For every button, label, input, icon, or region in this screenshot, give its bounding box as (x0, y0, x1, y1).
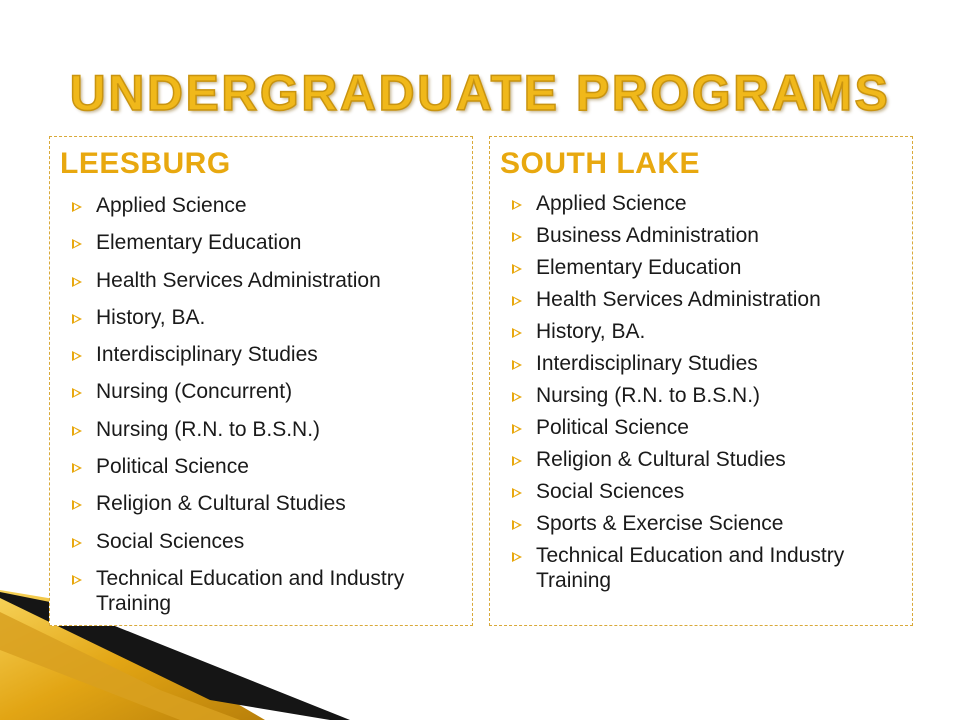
arrow-bullet-icon (72, 351, 82, 361)
program-label: Nursing (R.N. to B.S.N.) (96, 417, 321, 441)
arrow-bullet-icon (72, 426, 82, 436)
south-lake-panel (489, 136, 913, 626)
program-label: Religion & Cultural Studies (536, 448, 786, 471)
program-label: Applied Science (536, 192, 687, 215)
list-item (70, 379, 470, 404)
list-item (70, 491, 470, 516)
list-item (70, 454, 470, 479)
list-item (510, 511, 910, 536)
list-item (510, 415, 910, 440)
program-label: History, BA. (536, 320, 646, 343)
arrow-bullet-icon (512, 328, 522, 338)
list-item (70, 417, 470, 442)
list-item (510, 543, 910, 593)
list-item (510, 223, 910, 248)
list-item (70, 268, 470, 293)
arrow-bullet-icon (512, 552, 522, 562)
arrow-bullet-icon (72, 202, 82, 212)
program-label: Interdisciplinary Studies (536, 352, 758, 375)
arrow-bullet-icon (512, 488, 522, 498)
south-lake-program-list (510, 191, 910, 593)
arrow-bullet-icon (512, 424, 522, 434)
list-item (70, 305, 470, 330)
program-label: Business Administration (536, 224, 759, 247)
arrow-bullet-icon (512, 264, 522, 274)
list-item (510, 479, 910, 504)
program-label: Elementary Education (536, 256, 742, 279)
page-title: UNDERGRADUATE PROGRAMS (69, 65, 891, 121)
list-item (510, 191, 910, 216)
program-label: Applied Science (96, 194, 247, 217)
program-label: Technical Education and Industry Training (536, 544, 845, 592)
arrow-bullet-icon (72, 538, 82, 548)
program-label: Health Services Administration (536, 288, 821, 311)
list-item (70, 529, 470, 554)
list-item (70, 230, 470, 255)
program-label: Social Sciences (536, 480, 685, 503)
arrow-bullet-icon (72, 500, 82, 510)
list-item (510, 383, 910, 408)
list-item (70, 566, 470, 616)
list-item (70, 342, 470, 367)
program-label: Religion & Cultural Studies (96, 492, 346, 516)
arrow-bullet-icon (512, 200, 522, 210)
program-label: History, BA. (96, 305, 206, 329)
south-lake-heading: SOUTH LAKE (500, 147, 700, 180)
program-label: Nursing (Concurrent) (96, 380, 293, 404)
arrow-bullet-icon (512, 296, 522, 306)
arrow-bullet-icon (512, 232, 522, 242)
program-label: Elementary Education (96, 231, 302, 255)
list-item (510, 447, 910, 472)
arrow-bullet-icon (72, 575, 82, 585)
list-item (510, 319, 910, 344)
arrow-bullet-icon (512, 456, 522, 466)
program-label: Interdisciplinary Studies (96, 343, 318, 367)
list-item (510, 351, 910, 376)
list-item (70, 193, 470, 218)
arrow-bullet-icon (72, 277, 82, 287)
arrow-bullet-icon (72, 388, 82, 398)
arrow-bullet-icon (512, 360, 522, 370)
arrow-bullet-icon (512, 392, 522, 402)
arrow-bullet-icon (72, 463, 82, 473)
program-label: Health Services Administration (96, 268, 381, 292)
arrow-bullet-icon (72, 239, 82, 249)
list-item (510, 287, 910, 312)
leesburg-panel (49, 136, 473, 626)
program-label: Political Science (96, 455, 249, 479)
arrow-bullet-icon (72, 314, 82, 324)
program-label: Political Science (536, 416, 689, 439)
leesburg-heading: LEESBURG (60, 147, 231, 180)
arrow-bullet-icon (512, 520, 522, 530)
program-label: Nursing (R.N. to B.S.N.) (536, 384, 761, 407)
leesburg-program-list (70, 193, 470, 616)
program-label: Technical Education and Industry Training (96, 566, 405, 615)
program-label: Sports & Exercise Science (536, 512, 784, 535)
list-item (510, 255, 910, 280)
program-label: Social Sciences (96, 529, 245, 553)
